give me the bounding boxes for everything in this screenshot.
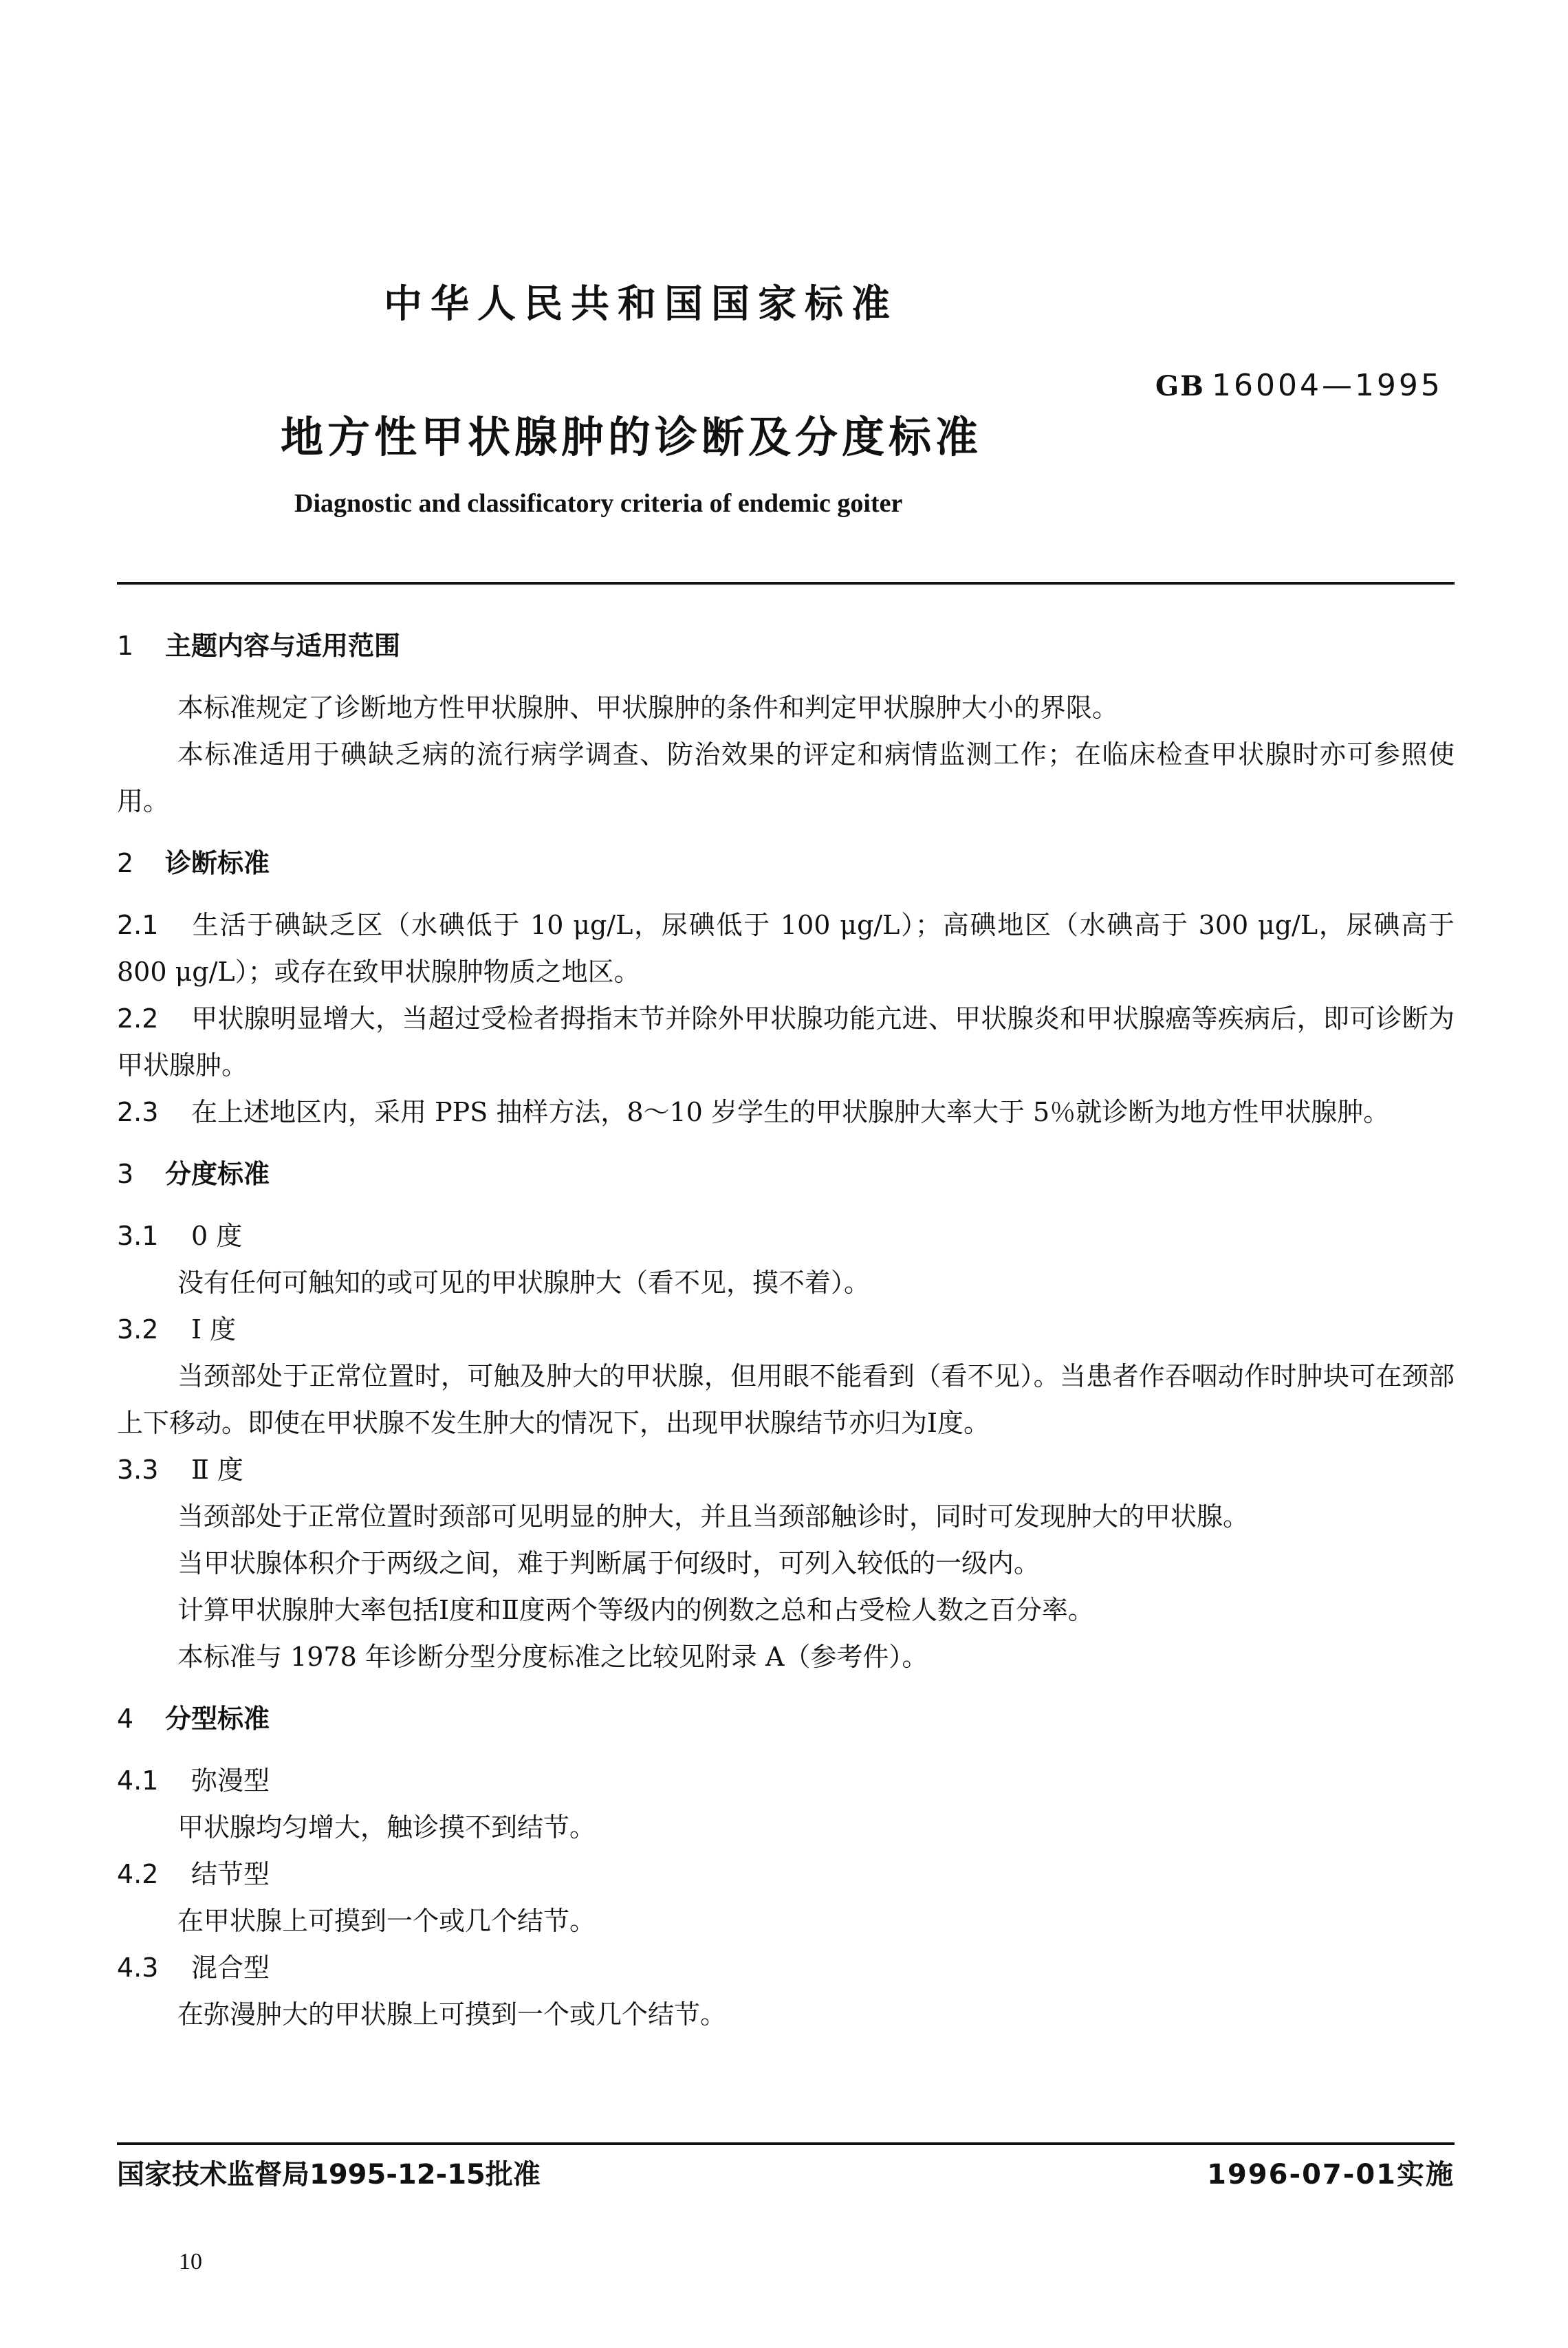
clause-3-2-heading <box>117 1306 1455 1353</box>
clause-3-3-note-3: 本标准与 1978 年诊断分型分度标准之比较见附录 A（参考件）。 <box>177 1642 928 1672</box>
document-title-en: Diagnostic and classificatory criteria of endemic goiter <box>294 489 903 518</box>
section-title: 分度标准 <box>165 1159 270 1189</box>
clause-label: 混合型 <box>191 1953 270 1983</box>
clause-4-3-text: 在弥漫肿大的甲状腺上可摸到一个或几个结节。 <box>177 1999 727 2030</box>
clause-3-3-text: 当颈部处于正常位置时颈部可见明显的肿大，并且当颈部触诊时，同时可发现肿大的甲状腺。 <box>177 1501 1250 1532</box>
clause-label: 弥漫型 <box>191 1765 270 1796</box>
clause-number: 4.1 <box>117 1765 159 1796</box>
clause-number: 2.2 <box>117 1003 159 1034</box>
header-divider <box>117 582 1455 585</box>
clause-3-1-heading <box>117 1213 1455 1259</box>
document-body <box>117 622 1455 2038</box>
clause-number: 3.2 <box>117 1314 159 1345</box>
clause-label: Ⅰ 度 <box>191 1314 237 1345</box>
section-title: 主题内容与适用范围 <box>165 631 401 661</box>
clause-2-1 <box>117 902 1455 995</box>
implementation-date: 1996-07-01实施 <box>1207 2159 1455 2191</box>
clause-2-3 <box>117 1089 1455 1135</box>
section-number: 3 <box>117 1159 134 1189</box>
clause-3-3-note-1: 当甲状腺体积介于两级之间，难于判断属于何级时，可列入较低的一级内。 <box>177 1548 1041 1578</box>
clause-label: 结节型 <box>191 1859 270 1889</box>
footer-divider <box>117 2142 1455 2145</box>
clause-text: 在上述地区内，采用 PPS 抽样方法，8～10 岁学生的甲状腺肿大率大于 5％就诊断为地方性甲状腺肿。 <box>191 1097 1390 1127</box>
section-1-paragraph-1: 本标准规定了诊断地方性甲状腺肿、甲状腺肿的条件和判定甲状腺肿大小的界限。 <box>177 693 1119 723</box>
clause-4-1-heading <box>117 1757 1455 1804</box>
section-2-heading <box>117 840 1455 887</box>
section-number: 1 <box>117 631 134 661</box>
clause-number: 3.1 <box>117 1221 159 1251</box>
clause-number: 3.3 <box>117 1455 159 1485</box>
page-number: 10 <box>179 2249 202 2274</box>
section-title: 诊断标准 <box>165 848 270 878</box>
clause-3-2-text: 当颈部处于正常位置时，可触及肿大的甲状腺，但用眼不能看到（看不见）。当患者作吞咽动作时肿块可在颈部上下移动。即使在甲状腺不发生肿大的情况下，出现甲状腺结节亦归为Ⅰ度。 <box>117 1361 1455 1438</box>
clause-text: 生活于碘缺乏区（水碘低于 10 μg/L，尿碘低于 100 μg/L）；高碘地区（水碘高于 300 μg/L，尿碘高于 800 μg/L）；或存在致甲状腺肿物质之地区。 <box>117 910 1455 987</box>
standard-code <box>1155 368 1443 403</box>
clause-label: Ⅱ 度 <box>191 1455 243 1485</box>
section-number: 4 <box>117 1704 134 1734</box>
national-standard-heading: 中华人民共和国国家标准 <box>384 282 898 327</box>
clause-4-1-text: 甲状腺均匀增大，触诊摸不到结节。 <box>177 1812 596 1842</box>
section-title: 分型标准 <box>165 1704 270 1734</box>
clause-number: 4.3 <box>117 1953 159 1983</box>
clause-number: 4.2 <box>117 1859 159 1889</box>
approval-line: 国家技术监督局1995-12-15批准 <box>117 2159 541 2191</box>
section-3-heading <box>117 1151 1455 1197</box>
clause-4-2-heading <box>117 1851 1455 1898</box>
clause-4-2-text: 在甲状腺上可摸到一个或几个结节。 <box>177 1906 596 1936</box>
section-number: 2 <box>117 848 134 878</box>
standard-code-number: 16004—1995 <box>1211 368 1443 403</box>
clause-3-3-heading <box>117 1446 1455 1493</box>
clause-number: 2.1 <box>117 910 159 940</box>
document-title-cn: 地方性甲状腺肿的诊断及分度标准 <box>281 412 983 462</box>
section-1-paragraph-2: 本标准适用于碘缺乏病的流行病学调查、防治效果的评定和病情监测工作；在临床检查甲状腺时亦可参照使用。 <box>117 739 1455 816</box>
clause-number: 2.3 <box>117 1097 159 1127</box>
section-4-heading <box>117 1695 1455 1742</box>
clause-3-3-note-2: 计算甲状腺肿大率包括Ⅰ度和Ⅱ度两个等级内的例数之总和占受检人数之百分率。 <box>177 1595 1094 1625</box>
clause-text: 甲状腺明显增大，当超过受检者拇指末节并除外甲状腺功能亢进、甲状腺炎和甲状腺癌等疾病后，即可诊断为甲状腺肿。 <box>117 1003 1455 1080</box>
clause-2-2 <box>117 995 1455 1089</box>
section-1-heading <box>117 622 1455 669</box>
clause-label: 0 度 <box>191 1221 243 1251</box>
clause-3-1-text: 没有任何可触知的或可见的甲状腺肿大（看不见，摸不着）。 <box>177 1268 871 1298</box>
standard-code-prefix: GB <box>1155 370 1205 402</box>
clause-4-3-heading <box>117 1944 1455 1991</box>
